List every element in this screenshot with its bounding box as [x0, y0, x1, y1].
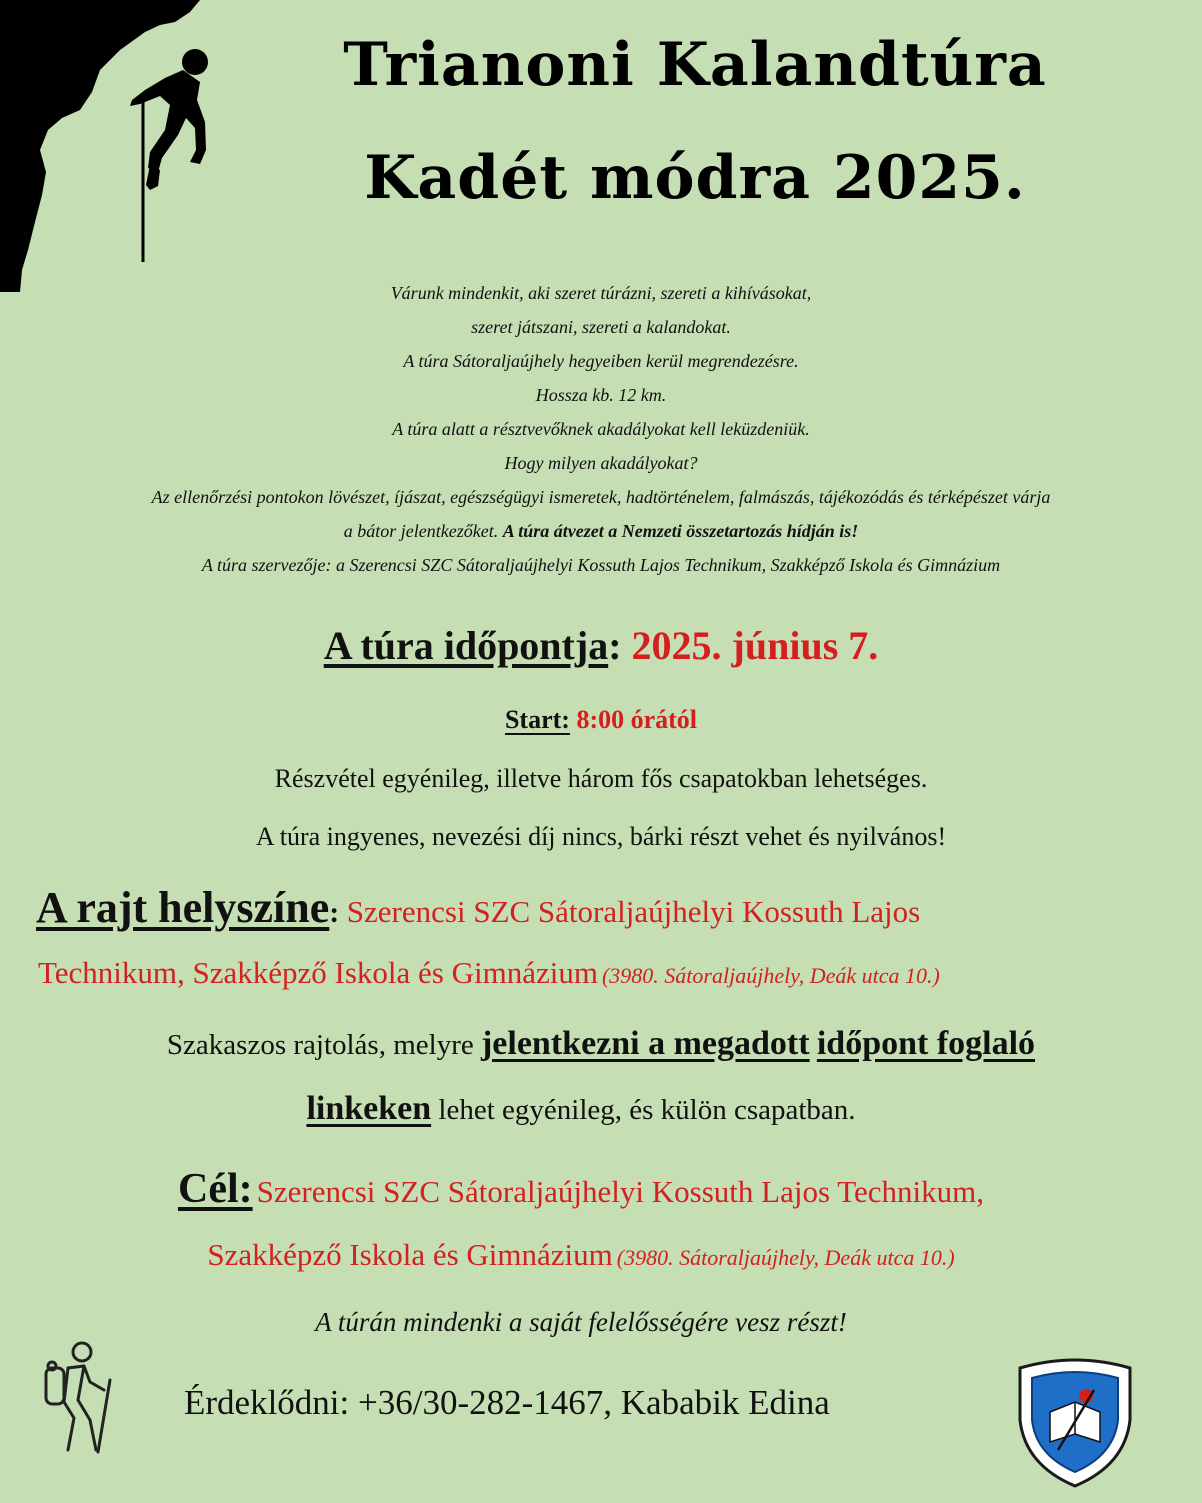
registration-link-2[interactable]: időpont foglaló — [816, 1025, 1036, 1062]
intro-line: A túra alatt a résztvevőknek akadályokat kell leküzdeniük. — [392, 419, 810, 439]
date-separator: : — [608, 623, 632, 668]
page-title-line2: Kadét módra 2025. — [364, 143, 1026, 213]
intro-line — [20, 514, 1182, 548]
finish-place2: Szakképző Iskola és Gimnázium — [207, 1237, 613, 1272]
start-time — [0, 705, 1202, 735]
intro-line-plain: a bátor jelentkezőket. — [343, 521, 503, 541]
school-crest-icon — [1010, 1350, 1140, 1490]
organizer-line: A túra szervezője: a Szerencsi SZC Sátoraljaújhelyi Kossuth Lajos Technikum, Szakképző Iskola és Gimnázium — [201, 555, 1001, 575]
start-location — [36, 882, 920, 933]
intro-line: A túra Sátoraljaújhely hegyeiben kerül megrendezésre. — [403, 351, 799, 371]
page-title-line1: Trianoni Kalandtúra — [343, 30, 1047, 100]
contact-info: Érdeklődni: +36/30-282-1467, Kababik Edina — [184, 1383, 830, 1422]
finish-location — [0, 1165, 1162, 1213]
start-location-place2: Technikum, Szakképző Iskola és Gimnázium — [38, 955, 598, 990]
intro-line: Várunk mindenkit, aki szeret túrázni, szereti a kihívásokat, — [390, 283, 812, 303]
registration-space — [810, 1029, 817, 1061]
registration-line1 — [0, 1025, 1202, 1063]
registration-link-1[interactable]: jelentkezni a megadott — [480, 1025, 810, 1062]
participation-text: Részvétel egyénileg, illetve három fős csapatokban lehetséges. — [274, 764, 928, 793]
intro-line: Az ellenőrzési pontokon lövészet, íjászat, egészségügyi ismeretek, hadtörténelem, falmászás, tájékozódás és térképészet várja — [151, 487, 1051, 507]
registration-line2 — [0, 1090, 1162, 1128]
responsibility-warning: A túrán mindenki a saját felelősségére vesz részt! — [315, 1307, 847, 1337]
date-value: 2025. június 7. — [631, 623, 879, 668]
registration-prefix: Szakaszos rajtolás, melyre — [166, 1029, 481, 1061]
event-date — [0, 622, 1202, 669]
finish-address: (3980. Sátoraljaújhely, Deák utca 10.) — [616, 1245, 955, 1270]
climber-silhouette-icon — [0, 0, 220, 295]
intro-line: Hossza kb. 12 km. — [535, 385, 667, 405]
registration-suffix: lehet egyénileg, és külön csapatban. — [431, 1094, 856, 1126]
start-location-line2 — [38, 955, 940, 991]
date-label: A túra időpontja — [323, 623, 609, 668]
start-label: Start: — [504, 705, 570, 734]
start-location-label: A rajt helyszíne — [36, 883, 330, 932]
intro-text — [20, 276, 1182, 582]
registration-link-3[interactable]: linkeken — [306, 1090, 432, 1127]
start-location-place1: Szerencsi SZC Sátoraljaújhelyi Kossuth Lajos — [346, 894, 921, 929]
intro-line: Hogy milyen akadályokat? — [504, 453, 698, 473]
finish-location-line2 — [0, 1237, 1162, 1273]
start-value: 8:00 órától — [576, 705, 698, 734]
start-location-address: (3980. Sátoraljaújhely, Deák utca 10.) — [601, 963, 940, 988]
finish-label: Cél: — [177, 1166, 253, 1212]
intro-line-bold: A túra átvezet a Nemzeti összetartozás hídján is! — [502, 521, 859, 541]
start-location-separator: : — [329, 896, 347, 929]
hiker-icon — [38, 1340, 118, 1455]
free-entry-text: A túra ingyenes, nevezési díj nincs, bárki részt vehet és nyilvános! — [255, 822, 947, 851]
intro-line: szeret játszani, szereti a kalandokat. — [471, 317, 731, 337]
finish-place1: Szerencsi SZC Sátoraljaújhelyi Kossuth Lajos Technikum, — [256, 1174, 984, 1209]
